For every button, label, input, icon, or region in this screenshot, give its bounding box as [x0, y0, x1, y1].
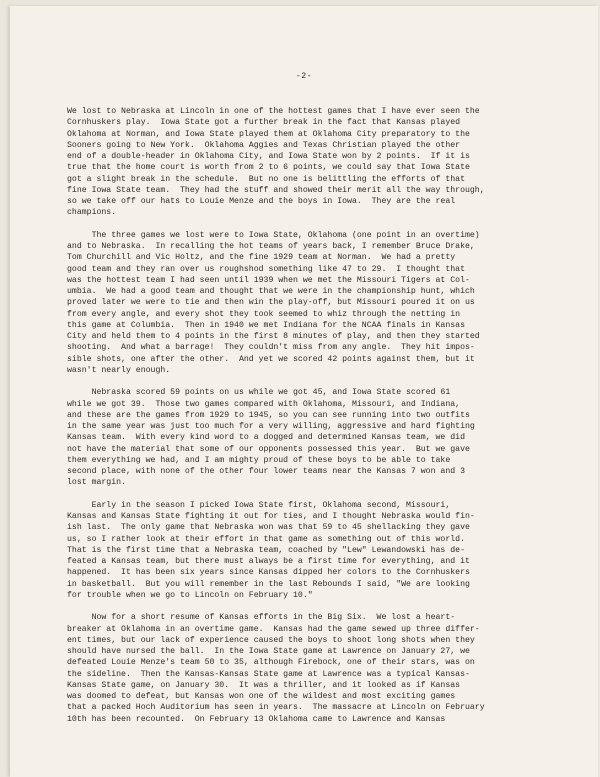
- paragraph-1: [67, 106, 567, 219]
- text-line: 10th has been recounted. On February 13 Oklahoma came to Lawrence and Kansas: [67, 714, 446, 724]
- text-line: them everything we had, and I am mighty proud of these boys to be able to take: [67, 455, 451, 465]
- text-line: for trouble when we go to Lincoln on February 10.": [67, 590, 313, 600]
- text-line: true that the home court is worth from 2 to 6 points, we could say that Iowa State: [67, 163, 470, 173]
- text-line: We lost to Nebraska at Lincoln in one of the hottest games that I have ever seen the: [67, 107, 480, 116]
- text-line: Kansas and Kansas State fighting it out for ties, and I thought Nebraska would fin-: [67, 512, 475, 521]
- text-line: umbia. We had a good team and thought that we were in the championship hunt, which: [67, 287, 475, 296]
- text-line: lost margin.: [67, 478, 126, 488]
- text-line: that a packed Hoch Auditorium has seen in years. The massacre at Lincoln on February: [67, 703, 485, 713]
- text-line: Early in the season I picked Iowa State first, Oklahoma second, Missouri,: [67, 500, 451, 510]
- text-line: Kansas team. With every kind word to a dogged and determined Kansas team, we did: [67, 433, 465, 443]
- text-line: should have nursed the ball. In the Iowa State game at Lawrence on January 27, we: [67, 647, 470, 656]
- text-line: happened. It has been six years since Kansas dipped her colors to the Cornhuskers: [67, 568, 470, 578]
- text-line: us, so I rather look at their effort in that game as something out of this world.: [67, 534, 465, 544]
- paragraph-5: [67, 612, 567, 725]
- text-line: second place, with none of the other four lower teams near the Kansas 7 won and 3: [67, 467, 465, 476]
- text-line: in basketball. But you will remember in the last Rebounds I said, "We are looking: [67, 579, 470, 589]
- text-line: and these are the games from 1929 to 1945, so you can see running into two outfits: [67, 410, 470, 420]
- paragraph-4: [67, 500, 567, 601]
- text-line: good team and they ran over us roughshod something like 47 to 29. I thought that: [67, 264, 465, 274]
- page-number: -2-: [295, 72, 313, 81]
- text-line: feated a Kansas team, but there must always be a first time for everything, and it: [67, 557, 470, 566]
- text-line: wasn't nearly enough.: [67, 365, 171, 375]
- text-line: shooting. And what a barrage! They couldn't miss from any angle. They hit impos-: [67, 343, 475, 353]
- text-line: Now for a short resume of Kansas efforts in the Big Six. We lost a heart-: [67, 613, 456, 623]
- text-line: breaker at Oklahoma in an overtime game. Kansas had the game sewed up three differ-: [67, 624, 480, 634]
- document-page: [10, 6, 598, 777]
- text-line: end of a double-header in Oklahoma City, and Iowa State won by 2 points. If it is: [67, 152, 470, 161]
- text-line: fine Iowa State team. They had the stuff and showed their merit all the way through,: [67, 185, 485, 195]
- text-line: Nebraska scored 59 points on us while we got 45, and Iowa State scored 61: [67, 388, 451, 398]
- text-line: Kansas State game, on January 30. It was a thriller, and it looked as if Kansas: [67, 680, 461, 690]
- text-line: Cornhuskers play. Iowa State got a further break in the fact that Kansas played: [67, 118, 461, 128]
- text-line: Tom Churchill and Vic Holtz, and the fine 1929 team at Norman. We had a pretty: [67, 253, 456, 263]
- text-line: the sideline. Then the Kansas-Kansas State game at Lawrence was a typical Kansas-: [67, 669, 470, 679]
- text-line: was doomed to defeat, but Kansas won one of the wildest and most exciting games: [67, 692, 456, 701]
- text-line: Sooners going to New York. Oklahoma Aggies and Texas Christian played the other: [67, 140, 461, 150]
- text-line: from every angle, and every shot they took seemed to whiz through the netting in: [67, 309, 461, 319]
- text-line: proved later we were to tie and then win the play-off, but Missouri poured it on us: [67, 298, 475, 308]
- paragraph-2: [67, 230, 567, 376]
- text-line: ent times, but our lack of experience caused the boys to shoot long shots when they: [67, 635, 475, 645]
- text-line: Oklahoma at Norman, and Iowa State played them at Oklahoma City preparatory to the: [67, 129, 470, 139]
- text-line: sible shots, one after the other. And yet we scored 42 points against them, but it: [67, 354, 475, 364]
- text-line: and to Nebraska. In recalling the hot teams of years back, I remember Bruce Drake,: [67, 242, 475, 251]
- text-line: this game at Columbia. Then in 1940 we met Indiana for the NCAA finals in Kansas: [67, 320, 465, 330]
- text-line: in the same year was just too much for a very willing, aggressive and hard fighting: [67, 422, 475, 431]
- text-line: The three games we lost were to Iowa State, Oklahoma (one point in an overtime): [67, 230, 480, 240]
- text-line: got a slight break in the schedule. But no one is belittling the efforts of that: [67, 174, 465, 184]
- paragraph-3: [67, 387, 567, 488]
- text-line: City and held them to 4 points in the first 8 minutes of play, and then they started: [67, 332, 480, 341]
- letter-body: [67, 106, 567, 736]
- text-line: was the hottest team I had seen until 1939 when we met the Missouri Tigers at Col-: [67, 275, 470, 285]
- text-line: not have the material that some of our opponents possessed this year. But we gave: [67, 444, 470, 454]
- text-line: That is the first time that a Nebraska team, coached by "Lew" Lewandowski has de-: [67, 545, 465, 555]
- text-line: champions.: [67, 208, 117, 218]
- text-line: while we got 39. Those two games compared with Oklahoma, Missouri, and Indiana,: [67, 399, 461, 409]
- text-line: so we take off our hats to Louie Menze and the boys in Iowa. They are the real: [67, 197, 456, 206]
- text-line: ish last. The only game that Nebraska won was that 59 to 45 shellacking they gave: [67, 523, 470, 533]
- text-line: defeated Louie Menze's team 50 to 35, although Firebock, one of their stars, was on: [67, 658, 475, 668]
